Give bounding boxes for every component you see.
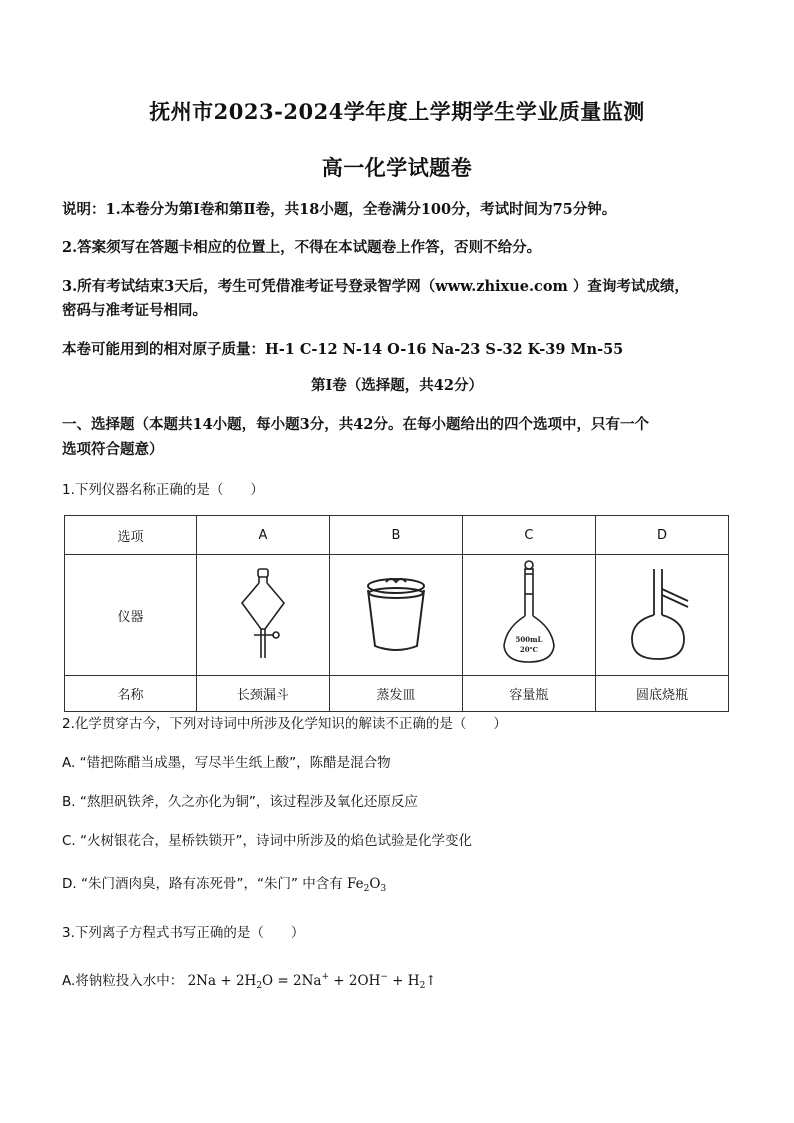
formula-o-sub: 3 — [380, 884, 387, 894]
instrument-c-cell — [462, 555, 595, 676]
eq-sub-1: 2 — [256, 981, 263, 991]
question-2-option-d — [62, 872, 742, 901]
question-2-option-b: B. “熬胆矾铁斧，久之亦化为铜”，该过程涉及氧化还原反应 — [62, 794, 418, 810]
table-header-c: C — [462, 516, 595, 555]
exam-subtitle: 高一化学试题卷 — [321, 155, 473, 180]
question-3-stem: 3.下列离子方程式书写正确的是（ ） — [62, 925, 305, 941]
instruction-line-3b: 密码与准考证号相同。 — [62, 302, 207, 319]
section-heading-1: 一、选择题（本题共14小题，每小题3分，共42分。在每小题给出的四个选项中，只有一个 — [62, 416, 649, 433]
flask-volume-label: 500mL — [515, 635, 543, 644]
crucible-icon — [356, 568, 436, 658]
question-3-option-a — [62, 965, 742, 998]
eq-part-5: ↑ — [425, 973, 437, 989]
instrument-name-d: 圆底烧瓶 — [595, 676, 728, 712]
table-header-b: B — [329, 516, 462, 555]
table-header-a: A — [196, 516, 329, 555]
instruction-line-1: 说明：1.本卷分为第Ⅰ卷和第Ⅱ卷，共18小题，全卷满分100分，考试时间为75分钟。 — [62, 201, 617, 218]
eq-sup-2: − — [380, 972, 388, 982]
flask-temp-label: 20℃ — [519, 645, 538, 654]
question-2-option-c: C. “火树银花合，星桥铁锁开”，诗词中所涉及的焰色试验是化学变化 — [62, 833, 472, 849]
eq-part-2: O = 2Na — [262, 973, 322, 989]
instruction-line-3a: 3.所有考试结束3天后，考生可凭借准考证号登录智学网（www.zhixue.com ）查询考试成绩， — [62, 278, 689, 295]
instrument-name-b: 蒸发皿 — [329, 676, 462, 712]
iron-oxide-formula — [347, 876, 386, 892]
section-title: 第Ⅰ卷（选择题，共42分） — [311, 377, 483, 394]
table-label-instrument: 仪器 — [65, 555, 197, 676]
table-label-option: 选项 — [65, 516, 197, 555]
eq-sub-2: 2 — [419, 981, 426, 991]
eq-part-4: + H — [387, 973, 420, 989]
formula-fe-sub: 2 — [363, 884, 370, 894]
question-3-option-a-text: A.将钠粒投入水中： — [62, 973, 184, 989]
question-1-stem: 1.下列仪器名称正确的是（ ） — [62, 482, 264, 498]
eq-sup-1: + — [321, 972, 330, 982]
formula-fe: Fe — [347, 876, 364, 892]
instrument-b-cell — [329, 555, 462, 676]
instrument-a-cell — [196, 555, 329, 676]
eq-part-3: + 2OH — [329, 973, 381, 989]
sodium-water-equation — [188, 973, 437, 989]
distillation-flask-icon — [622, 563, 702, 663]
table-label-name: 名称 — [65, 676, 197, 712]
table-header-d: D — [595, 516, 728, 555]
atomic-masses: 本卷可能用到的相对原子质量：H-1 C-12 N-14 O-16 Na-23 S-32 K-39 Mn-55 — [62, 341, 624, 358]
section-heading-2: 选项符合题意） — [62, 441, 164, 458]
instrument-name-a: 长颈漏斗 — [196, 676, 329, 712]
formula-o: O — [369, 876, 381, 892]
separatory-funnel-icon — [228, 563, 298, 663]
instrument-table — [64, 515, 729, 712]
question-2-option-d-text: D. “朱门酒肉臭，路有冻死骨”，“朱门” 中含有 — [62, 876, 343, 892]
instrument-name-c: 容量瓶 — [462, 676, 595, 712]
question-2-option-a: A. “错把陈醋当成墨，写尽半生纸上酸”，陈醋是混合物 — [62, 755, 391, 771]
volumetric-flask-icon — [494, 558, 564, 668]
eq-part-1: 2Na + 2H — [187, 973, 257, 989]
exam-title: 抚州市2023-2024学年度上学期学生学业质量监测 — [149, 99, 645, 124]
instruction-line-2: 2.答案须写在答题卡相应的位置上，不得在本试题卷上作答，否则不给分。 — [62, 239, 542, 256]
instrument-d-cell — [595, 555, 728, 676]
question-2-stem: 2.化学贯穿古今，下列对诗词中所涉及化学知识的解读不正确的是（ ） — [62, 716, 507, 732]
